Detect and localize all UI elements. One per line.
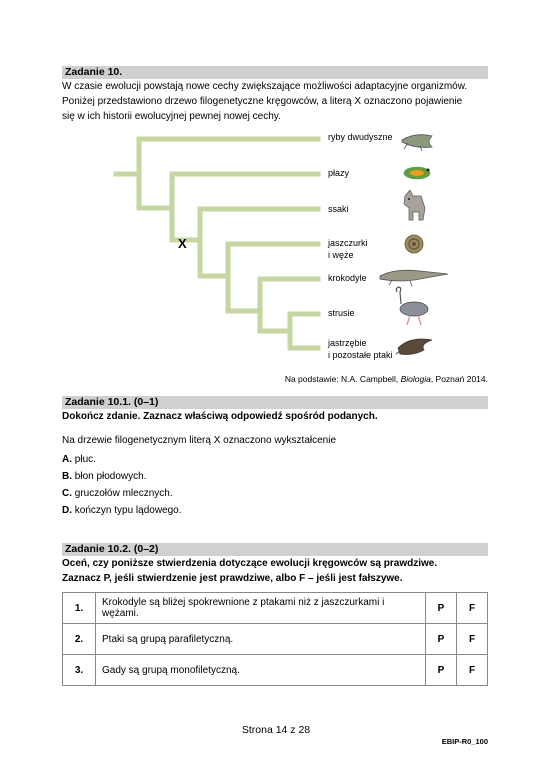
- intro-line: się w ich historii ewolucyjnej pewnej nowej cechy.: [62, 111, 281, 122]
- tree-marker-x: X: [178, 236, 187, 251]
- instruction-line: Zaznacz P, jeśli stwierdzenie jest prawdziwe, albo F – jeśli jest fałszywe.: [62, 573, 403, 584]
- option-text: płuc.: [74, 454, 96, 465]
- true-option[interactable]: P: [426, 593, 457, 624]
- task10-1-stem: Na drzewie filogenetycznym literą X oznaczono wykształcenie: [62, 435, 337, 446]
- task10-1-instruction: Dokończ zdanie. Zaznacz właściwą odpowiedź spośród podanych.: [62, 411, 378, 422]
- intro-line: Poniżej przedstawiono drzewo filogenetyczne kręgowców, a literą X oznaczono pojawienie: [62, 96, 463, 107]
- statement-text: Gady są grupą monofiletyczną.: [96, 655, 426, 686]
- page-number: Strona 14 z 28: [241, 724, 311, 736]
- false-option[interactable]: F: [457, 624, 488, 655]
- exam-code: EBIP-R0_100: [441, 737, 488, 746]
- lungfish-icon: [402, 135, 432, 151]
- false-option[interactable]: F: [457, 655, 488, 686]
- option-letter: B.: [62, 471, 72, 482]
- crocodile-icon: [380, 270, 448, 286]
- option-letter: A.: [62, 454, 72, 465]
- option-text: błon płodowych.: [74, 471, 147, 482]
- true-option[interactable]: P: [426, 655, 457, 686]
- wolf-icon: [404, 190, 425, 220]
- tree-leaf-label: strusie: [328, 308, 355, 318]
- answer-option-c[interactable]: [62, 487, 173, 501]
- table-row: [63, 655, 488, 686]
- answer-option-d[interactable]: [62, 504, 182, 518]
- instruction-line: Oceń, czy poniższe stwierdzenia dotyczące ewolucji kręgowców są prawdziwe.: [62, 558, 438, 569]
- true-option[interactable]: P: [426, 624, 457, 655]
- tree-leaf-label: krokodyle: [328, 273, 367, 283]
- task10-2-instruction: [62, 556, 492, 586]
- statement-text: Ptaki są grupą parafiletyczną.: [96, 624, 426, 655]
- false-option[interactable]: F: [457, 593, 488, 624]
- source-note: [285, 374, 488, 384]
- intro-line: W czasie ewolucji powstają nowe cechy zwiększające możliwości adaptacyjne organizmów.: [62, 81, 468, 92]
- hawk-icon: [396, 339, 432, 355]
- source-suffix: , Poznań 2014.: [430, 374, 488, 384]
- task10-header: Zadanie 10.: [62, 66, 488, 79]
- source-title: Biologia: [400, 374, 431, 384]
- source-prefix: Na podstawie: N.A. Campbell,: [284, 374, 401, 384]
- tree-leaf-label: płazy: [328, 168, 350, 178]
- table-row: [63, 593, 488, 624]
- task10-2-header: Zadanie 10.2. (0–2): [62, 543, 488, 556]
- option-text: gruczołów mlecznych.: [74, 488, 173, 499]
- frog-icon: [404, 167, 430, 179]
- statement-number: 1.: [63, 593, 96, 624]
- statement-number: 2.: [63, 624, 96, 655]
- table-row: [63, 624, 488, 655]
- option-text: kończyn typu lądowego.: [74, 505, 182, 516]
- statement-number: 3.: [63, 655, 96, 686]
- task10-1-header: Zadanie 10.1. (0–1): [62, 396, 488, 409]
- option-letter: C.: [62, 488, 72, 499]
- tree-leaf-label: ryby dwudyszne: [328, 132, 393, 142]
- snake-icon: [405, 235, 423, 253]
- tree-leaf-label: ssaki: [328, 204, 349, 214]
- tree-leaf-label: jaszczurki i węże: [328, 238, 368, 260]
- option-letter: D.: [62, 505, 72, 516]
- answer-option-b[interactable]: [62, 470, 147, 484]
- tree-leaf-label: jastrzębie i pozostałe ptaki: [328, 338, 393, 360]
- ostrich-icon: [396, 287, 428, 325]
- answer-option-a[interactable]: [62, 453, 96, 467]
- statement-text: Krokodyle są bliżej spokrewnione z ptakami niż z jaszczurkami i wężami.: [96, 593, 426, 624]
- tree-branches: [116, 139, 318, 348]
- statements-table: [62, 592, 488, 686]
